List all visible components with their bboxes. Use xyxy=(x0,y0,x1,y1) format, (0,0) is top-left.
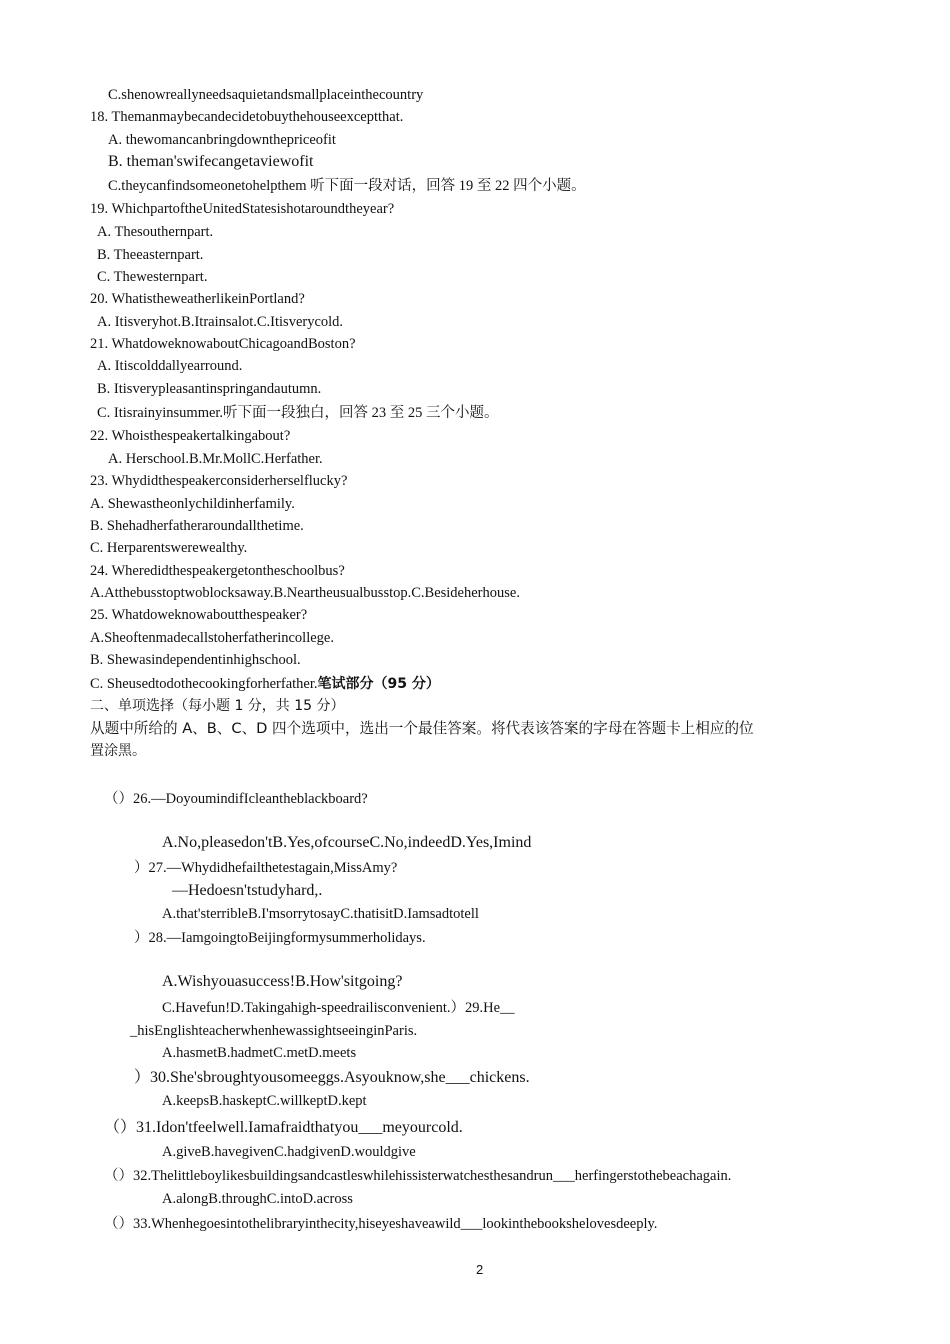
option-23b: B. Shehadherfatheraroundallthetime. xyxy=(90,518,304,534)
option-23c: C. Herparentswerewealthy. xyxy=(90,540,248,556)
option-21b: B. Itisverypleasantinspringandautumn. xyxy=(97,381,322,397)
question-19: 19. WhichpartoftheUnitedStatesishotaroundtheyear? xyxy=(90,201,395,217)
question-31: （）31.Idon'tfeelwell.Iamafraidthatyou___meyourcold. xyxy=(104,1119,463,1136)
option-19a: A. Thesouthernpart. xyxy=(97,224,214,240)
question-23: 23. Whydidthespeakerconsiderherselflucky? xyxy=(90,473,348,489)
question-28: ）28.—IamgoingtoBeijingformysummerholidays. xyxy=(134,930,426,946)
options-32: A.alongB.throughC.intoD.across xyxy=(162,1191,353,1207)
question-27-response: —Hedoesn'tstudyhard,. xyxy=(172,882,323,899)
section-2-heading: 二、单项选择（每小题 1 分，共 15 分） xyxy=(90,698,345,714)
option-18b: B. theman'swifecangetaviewofit xyxy=(108,153,314,170)
question-29: _hisEnglishteacherwhenhewassightseeinginParis. xyxy=(130,1023,418,1039)
options-26: A.No,pleasedon'tB.Yes,ofcourseC.No,indeedD.Yes,Imind xyxy=(162,834,532,851)
options-27: A.that'sterribleB.I'msorrytosayC.thatisitD.Iamsadtotell xyxy=(162,906,479,922)
options-28-line-1: A.Wishyouasuccess!B.How'sitgoing? xyxy=(162,973,403,990)
written-part-heading: 笔试部分（95 分） xyxy=(317,676,440,692)
question-22: 22. Whoisthespeakertalkingabout? xyxy=(90,428,291,444)
option-18a: A. thewomancanbringdownthepriceofit xyxy=(108,132,336,148)
option-23a: A. Shewastheonlychildinherfamily. xyxy=(90,496,295,512)
question-32: （）32.Thelittleboylikesbuildingsandcastleswhilehissisterwatchesthesandrun___herfingerstothebeachagain. xyxy=(104,1168,732,1184)
section-2-instruction-line-2: 置涂黑。 xyxy=(90,743,146,759)
option-17c: C.shenowreallyneedsaquietandsmallplaceinthecountry xyxy=(108,87,424,103)
question-30: ）30.She'sbroughtyousomeeggs.Asyouknow,she___chickens. xyxy=(134,1069,530,1086)
option-25b: B. Shewasindependentinhighschool. xyxy=(90,652,301,668)
option-21c-and-instruction: C. Itisrainyinsummer.听下面一段独白，回答 23 至 25 三个小题。 xyxy=(97,405,499,421)
question-24: 24. Wheredidthespeakergetontheschoolbus? xyxy=(90,563,345,579)
option-21a: A. Itiscolddallyearround. xyxy=(97,358,243,374)
options-20: A. Itisveryhot.B.Itrainsalot.C.Itisverycold. xyxy=(97,314,344,330)
option-19b: B. Theeasternpart. xyxy=(97,247,204,263)
options-30: A.keepsB.haskeptC.willkeptD.kept xyxy=(162,1093,367,1109)
question-18: 18. Themanmaybecandecidetobuythehouseexceptthat. xyxy=(90,109,404,125)
question-20: 20. WhatistheweatherlikeinPortland? xyxy=(90,291,305,307)
options-28-line-2: C.Havefun!D.Takingahigh-speedrailisconvenient.）29.He__ xyxy=(162,1000,515,1016)
question-27: ）27.—Whydidhefailthetestagain,MissAmy? xyxy=(134,860,398,876)
option-18c-and-instruction: C.theycanfindsomeonetohelpthem 听下面一段对话，回答 19 至 22 四个小题。 xyxy=(108,178,586,194)
section-2-instruction-line-1: 从题中所给的 A、B、C、D 四个选项中，选出一个最佳答案。将代表该答案的字母在答题卡上相应的位 xyxy=(90,720,754,737)
options-24: A.Atthebusstoptwoblocksaway.B.Neartheusualbusstop.C.Besideherhouse. xyxy=(90,585,520,601)
option-25a: A.Sheoftenmadecallstoherfatherincollege. xyxy=(90,630,334,646)
page-number: 2 xyxy=(476,1262,484,1277)
question-33: （）33.Whenhegoesintothelibraryinthecity,hiseyeshaveawild___lookinthebookshelovesdeeply. xyxy=(104,1216,658,1232)
question-25: 25. Whatdoweknowaboutthespeaker? xyxy=(90,607,308,623)
option-25c: C. Sheusedtodothecookingforherfather. xyxy=(90,676,318,692)
options-22: A. Herschool.B.Mr.MollC.Herfather. xyxy=(108,451,323,467)
option-19c: C. Thewesternpart. xyxy=(97,269,208,285)
question-26: （）26.—DoyoumindifIcleantheblackboard? xyxy=(104,791,368,807)
options-29: A.hasmetB.hadmetC.metD.meets xyxy=(162,1045,357,1061)
question-21: 21. WhatdoweknowaboutChicagoandBoston? xyxy=(90,336,356,352)
options-31: A.giveB.havegivenC.hadgivenD.wouldgive xyxy=(162,1144,416,1160)
option-25c-line xyxy=(90,675,440,693)
